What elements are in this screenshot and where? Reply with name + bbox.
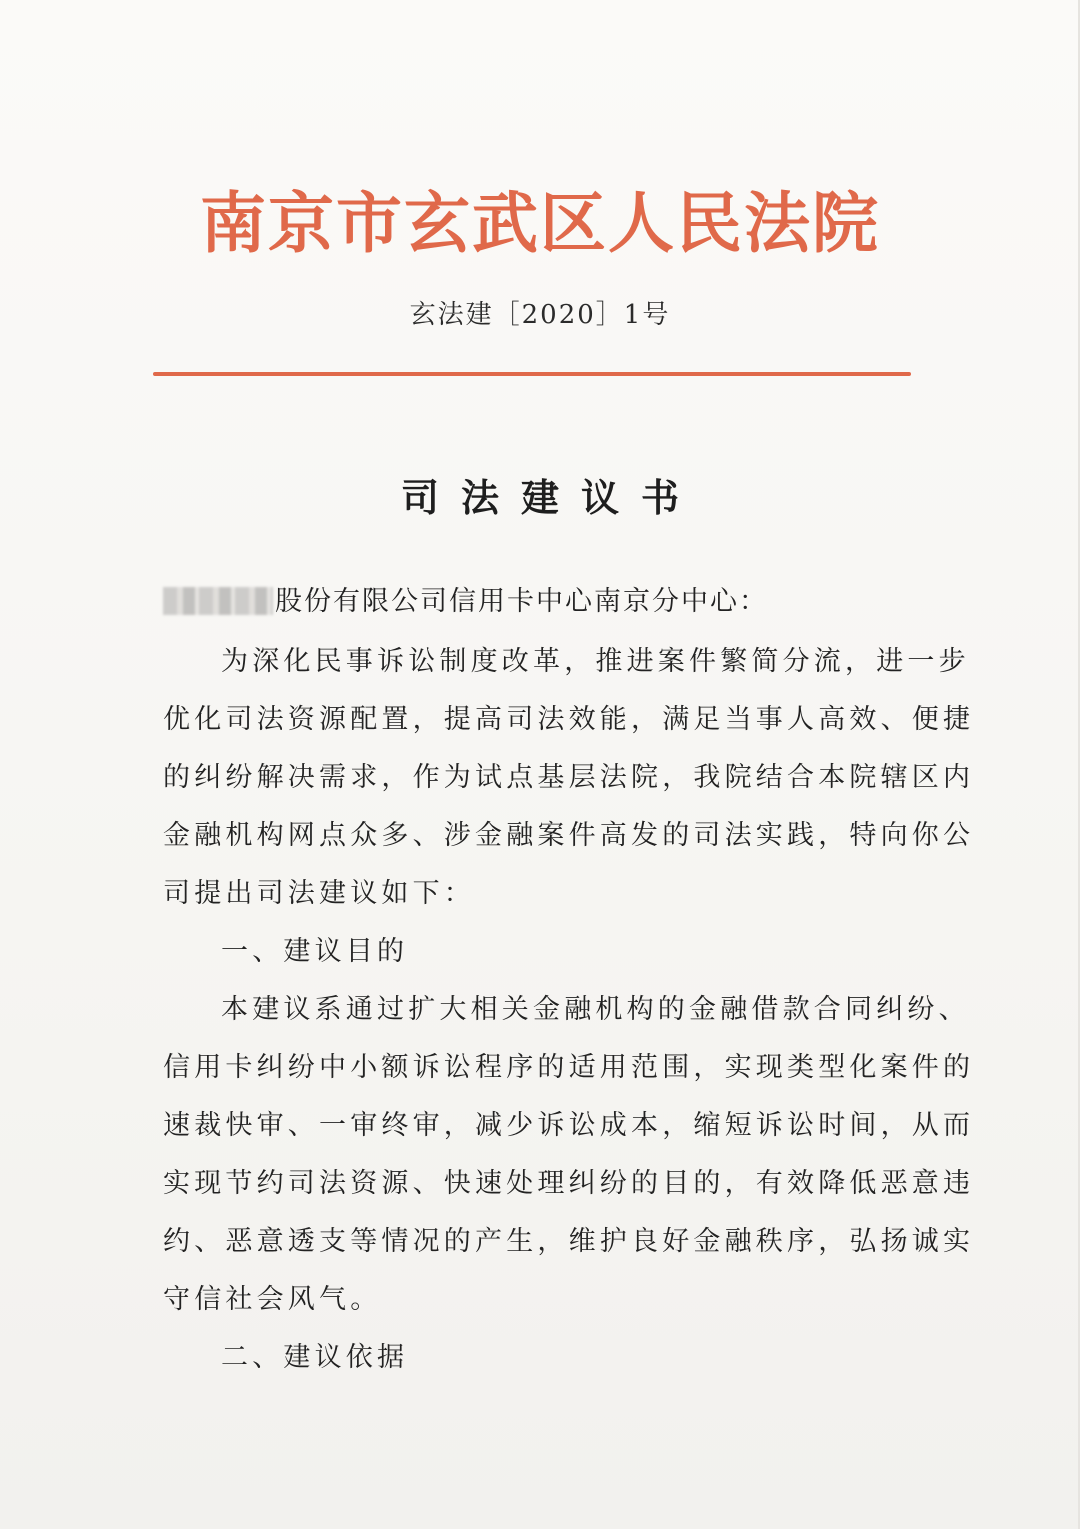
body-line: 约、恶意透支等情况的产生，维护良好金融秩序，弘扬诚实 <box>163 1226 975 1257</box>
section-heading: 二、建议依据 <box>221 1342 409 1373</box>
body-line: 为深化民事诉讼制度改革，推进案件繁简分流，进一步 <box>221 646 970 677</box>
document-title: 司法建议书 <box>400 475 701 520</box>
body-line: 实现节约司法资源、快速处理纠纷的目的，有效降低恶意违 <box>163 1168 975 1199</box>
red-divider-line <box>153 372 911 376</box>
body-text <box>163 633 975 1387</box>
document-number: 玄法建［2020］1号 <box>409 300 671 330</box>
body-line: 速裁快审、一审终审，减少诉讼成本，缩短诉讼时间，从而 <box>163 1110 975 1141</box>
body-line: 本建议系通过扩大相关金融机构的金融借款合同纠纷、 <box>221 994 970 1025</box>
body-line: 的纠纷解决需求，作为试点基层法院，我院结合本院辖区内 <box>163 762 975 793</box>
body-line: 优化司法资源配置，提高司法效能，满足当事人高效、便捷 <box>163 704 975 735</box>
body-line: 金融机构网点众多、涉金融案件高发的司法实践，特向你公 <box>163 820 975 851</box>
addressee-text: 股份有限公司信用卡中心南京分中心： <box>275 586 768 617</box>
section-heading: 一、建议目的 <box>221 936 409 967</box>
redacted-name <box>163 587 273 615</box>
court-name-header: 南京市玄武区人民法院 <box>200 184 880 262</box>
body-line: 守信社会风气。 <box>163 1284 382 1315</box>
body-line: 信用卡纠纷中小额诉讼程序的适用范围，实现类型化案件的 <box>163 1052 975 1083</box>
addressee-line <box>163 580 923 624</box>
body-line: 司提出司法建议如下： <box>163 878 475 909</box>
